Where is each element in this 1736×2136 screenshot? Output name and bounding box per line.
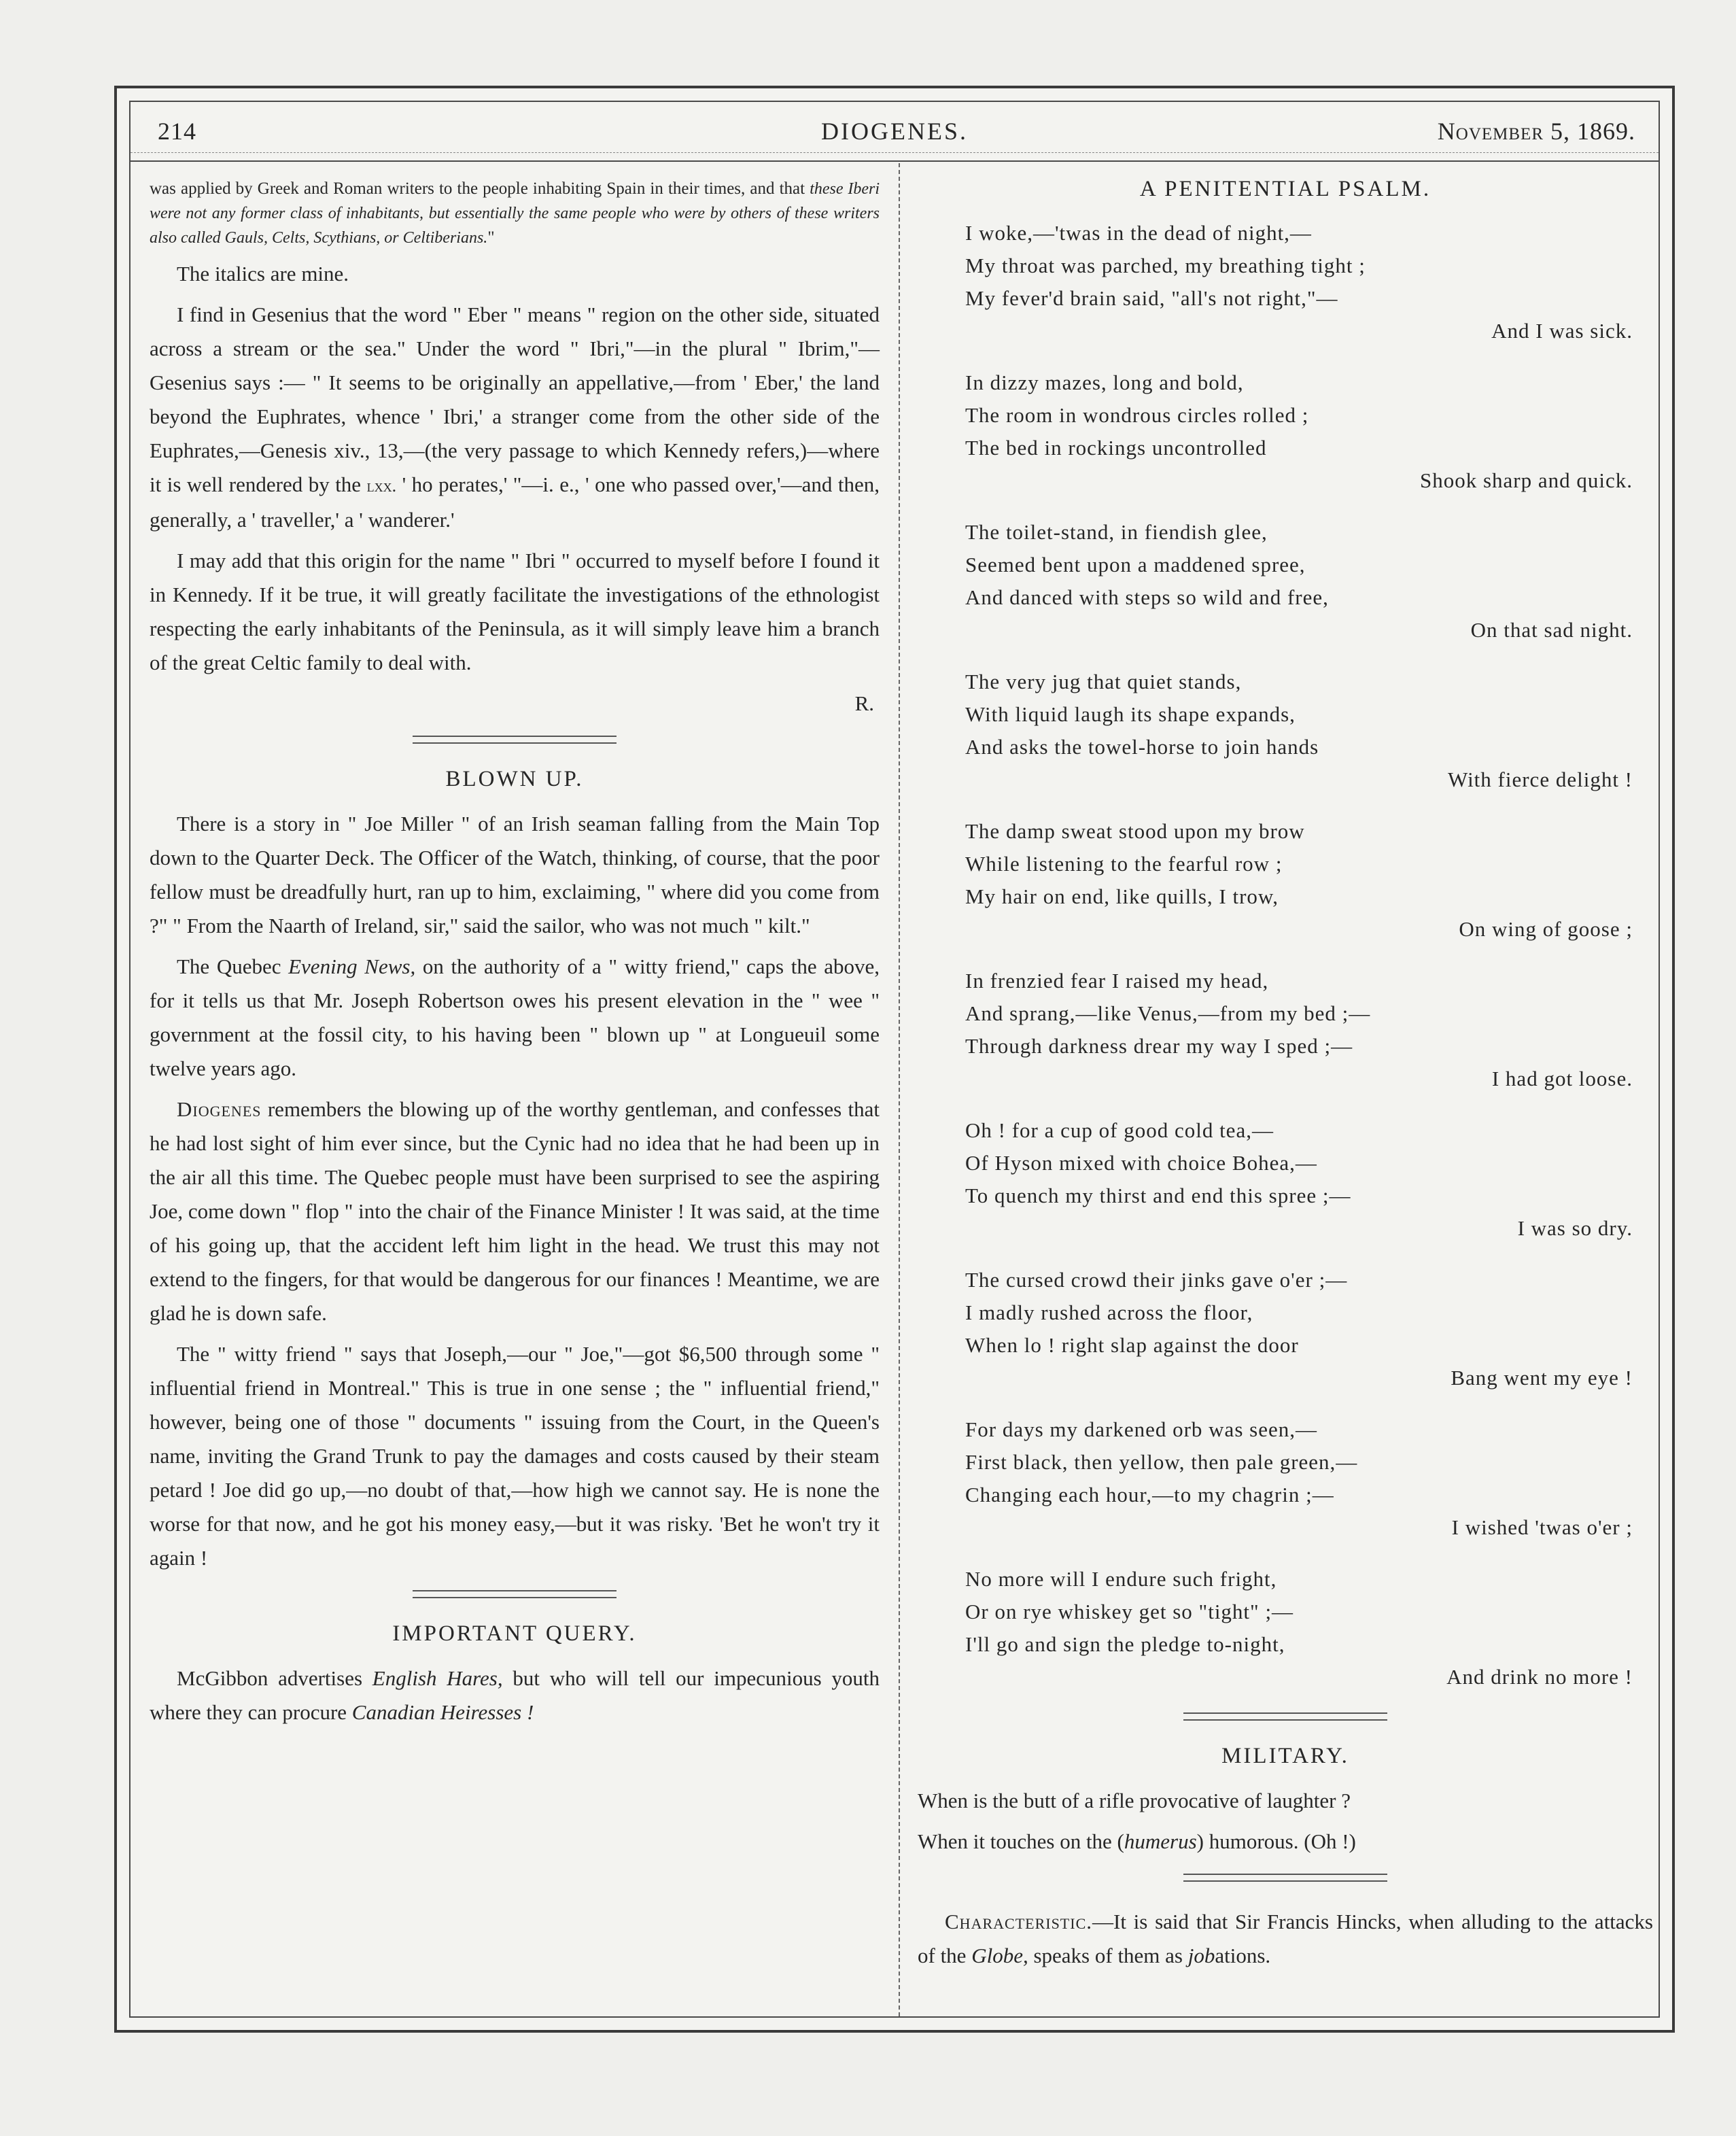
query-paragraph: [150, 1661, 880, 1729]
military-answer-end: ) humorous. (Oh !): [1196, 1829, 1356, 1853]
poem-line: For days my darkened orb was seen,—: [965, 1417, 1317, 1441]
section-separator: [413, 1590, 617, 1598]
masthead: DIOGENES.: [821, 118, 968, 145]
blown-p3-text: remembers the blowing up of the worthy gentleman, and confesses that he had lost sight of him ever since, but the Cynic had no idea that he had been up in the air all this time. The Quebec people must have been surprised to see the aspiring Joe, come down " flop " into the chair of the Finance Minister ! It was said, at the time of his going up, that the accident left him light in the head. We trust this may not extend to the fingers, for that would be dangerous for our finances ! Meantime, we are glad he is down safe.: [150, 1097, 880, 1325]
poem-stanza: [965, 666, 1653, 796]
poem-stanza: [965, 516, 1653, 647]
poem-line: I was so dry.: [1517, 1216, 1633, 1240]
military-question: When is the butt of a rifle provocative of laughter ?: [918, 1789, 1351, 1812]
characteristic-label: Characteristic.: [945, 1910, 1092, 1933]
poem-line: While listening to the fearful row ;: [965, 852, 1283, 876]
poem-line: No more will I endure such fright,: [965, 1567, 1277, 1591]
header-rule: [131, 152, 1659, 153]
poem-line: My fever'd brain said, "all's not right,"—: [965, 286, 1338, 310]
poem-stanza: [965, 965, 1653, 1095]
article-title-military: MILITARY.: [1221, 1744, 1349, 1768]
signature: R.: [854, 691, 874, 715]
canadian-heiresses: Canadian Heiresses !: [351, 1700, 534, 1724]
poem-line: Or on rye whiskey get so "tight" ;—: [965, 1600, 1294, 1623]
blown-p2-text: The Quebec: [177, 954, 281, 978]
quote-text: was applied by Greek and Roman writers to the people inhabiting Spain in their times, and that: [150, 179, 805, 198]
page-header: [131, 102, 1659, 162]
diogenes-name: Diogenes: [177, 1097, 262, 1121]
poem-line: The very jug that quiet stands,: [965, 670, 1242, 693]
gesenius-text-end: ' ho perates,' "—i. e., ' one who passed over,'—and then, generally, a ' traveller,' a ' wanderer.': [150, 472, 880, 532]
poem-line: I madly rushed across the floor,: [965, 1300, 1253, 1324]
poem-stanza: [965, 366, 1653, 497]
blown-paragraph-4: The " witty friend " says that Joseph,—our " Joe,"—got $6,500 through some " influential friend in Montreal." This is true in one sense ; the " influential friend," however, being one of those " documents " issuing from the Court, in the Queen's name, inviting the Grand Trunk to pay the damages and costs caused by their steam petard ! Joe did go up,—no doubt of that,—how high we cannot say. He is none the worse for that now, and he got his money easy,—but it was risky. 'Bet he won't try it again !: [150, 1342, 880, 1570]
left-column: [150, 177, 880, 2010]
english-hares: English Hares,: [372, 1666, 503, 1690]
poem-stanza: [965, 1264, 1653, 1394]
poem-line: Oh ! for a cup of good cold tea,—: [965, 1118, 1274, 1142]
military-answer-text: When it touches on the (: [918, 1829, 1124, 1853]
poem-line: Through darkness drear my way I sped ;—: [965, 1034, 1353, 1058]
poem-line: On wing of goose ;: [1459, 917, 1633, 941]
blown-paragraph-2: [150, 950, 880, 1086]
right-column: [918, 177, 1653, 2010]
poem: [918, 217, 1653, 1693]
characteristic-text-end: ations.: [1215, 1944, 1271, 1967]
poem-line: And I was sick.: [1491, 319, 1633, 343]
issue-date: November 5, 1869.: [1437, 118, 1635, 145]
blown-paragraph-3: [150, 1092, 880, 1330]
poem-line: With liquid laugh its shape expands,: [965, 702, 1296, 726]
poem-line: With fierce delight !: [1448, 768, 1633, 791]
gesenius-text: I find in Gesenius that the word " Eber " means " region on the other side, situated across a stream or the sea." Under the word " Ibri,"—in the plural " Ibrim,"—Gesenius says :— " It seems to be originally an appellative,—from ' Eber,' the land beyond the Euphrates, whence ' Ibri,' a stranger come from the other side of the Euphrates,—Genesis xiv., 13,—(the very passage to which Kennedy refers,)—where it is well rendered by the: [150, 303, 880, 496]
poem-line: Changing each hour,—to my chagrin ;—: [965, 1483, 1334, 1506]
italics-note: The italics are mine.: [177, 262, 349, 286]
origin-paragraph: I may add that this origin for the name " Ibri " occurred to myself before I found it in Kennedy. If it be true, it will greatly facilitate the investigations of the ethnologist respecting the early inhabitants of the Peninsula, as it will simply leave him a branch of the great Celtic family to deal with.: [150, 549, 880, 674]
poem-stanza: [965, 1563, 1653, 1693]
poem-line: The cursed crowd their jinks gave o'er ;—: [965, 1268, 1348, 1292]
poem-line: Shook sharp and quick.: [1419, 468, 1633, 492]
poem-title: A PENITENTIAL PSALM.: [1139, 177, 1431, 201]
lxx-abbrev: lxx.: [366, 476, 397, 496]
poem-line: The toilet-stand, in fiendish glee,: [965, 520, 1268, 544]
poem-line: And danced with steps so wild and free,: [965, 585, 1329, 609]
poem-line: Seemed bent upon a maddened spree,: [965, 553, 1306, 576]
poem-line: Of Hyson mixed with choice Bohea,—: [965, 1151, 1317, 1175]
newspaper-name: Evening News,: [288, 954, 416, 978]
poem-line: In frenzied fear I raised my head,: [965, 969, 1269, 993]
section-separator: [413, 736, 617, 744]
poem-stanza: [965, 815, 1653, 946]
poem-line: And sprang,—like Venus,—from my bed ;—: [965, 1001, 1371, 1025]
poem-stanza: [965, 217, 1653, 347]
blown-paragraph-1: There is a story in " Joe Miller " of an Irish seaman falling from the Main Top down to the Quarter Deck. The Officer of the Watch, thinking, of course, that the poor fellow must be dreadfully hurt, ran up to him, exclaiming, " where did you come from ?" " From the Naarth of Ireland, sir," said the sailor, who was not much " kilt.": [150, 812, 880, 937]
poem-line: I'll go and sign the pledge to-night,: [965, 1632, 1285, 1656]
military-answer: [918, 1825, 1653, 1859]
poem-line: My hair on end, like quills, I trow,: [965, 884, 1279, 908]
article-title-blown-up: BLOWN UP.: [445, 767, 584, 791]
poem-stanza: [965, 1413, 1653, 1544]
poem-line: The damp sweat stood upon my brow: [965, 819, 1305, 843]
quote-paragraph: [150, 177, 880, 250]
poem-line: The bed in rockings uncontrolled: [965, 436, 1267, 460]
page-border: [129, 101, 1660, 2018]
gesenius-paragraph: [150, 298, 880, 537]
section-separator: [1183, 1712, 1387, 1721]
poem-line: On that sad night.: [1470, 618, 1633, 642]
poem-line: And asks the towel-horse to join hands: [965, 735, 1319, 759]
poem-line: The room in wondrous circles rolled ;: [965, 403, 1309, 427]
poem-stanza: [965, 1114, 1653, 1245]
article-title-important-query: IMPORTANT QUERY.: [392, 1621, 637, 1646]
poem-line: And drink no more !: [1446, 1665, 1633, 1689]
poem-line: When lo ! right slap against the door: [965, 1333, 1299, 1357]
quote-italic: these Iberi were not any former class of inhabitants, but essentially the same people who were by others of these writers also called Gauls, Celts, Scythians, or Celtiberians.: [150, 180, 880, 247]
humerus-word: humerus: [1124, 1829, 1197, 1853]
characteristic-text: —It is said that Sir Francis Hincks, when alluding to the attacks of the: [918, 1910, 1653, 1967]
poem-line: To quench my thirst and end this spree ;—: [965, 1184, 1351, 1207]
poem-line: I had got loose.: [1491, 1067, 1633, 1090]
column-divider: [899, 163, 900, 2016]
poem-line: First black, then yellow, then pale green,—: [965, 1450, 1358, 1474]
characteristic-paragraph: [918, 1905, 1653, 1973]
page-number: 214: [158, 118, 196, 145]
section-separator: [1183, 1874, 1387, 1882]
blown-p2-text-end: on the authority of a " witty friend," caps the above, for it tells us that Mr. Joseph Robertson owes his present elevation in the " wee " government at the fossil city, to his having been " blown up " at Longueuil some twelve years ago.: [150, 954, 880, 1080]
poem-line: My throat was parched, my breathing tight ;: [965, 254, 1366, 277]
poem-line: I woke,—'twas in the dead of night,—: [965, 221, 1312, 245]
query-text: McGibbon advertises: [177, 1666, 363, 1690]
query-text-end: but who will tell our impecunious youth where they can procure: [150, 1666, 880, 1724]
quote-end: ": [487, 228, 495, 247]
poem-line: In dizzy mazes, long and bold,: [965, 371, 1244, 394]
characteristic-text-2: speaks of them as: [1033, 1944, 1183, 1967]
poem-line: Bang went my eye !: [1451, 1366, 1633, 1390]
newspaper-page: [114, 86, 1675, 2033]
job-word: job: [1187, 1944, 1215, 1967]
poem-line: I wished 'twas o'er ;: [1451, 1515, 1633, 1539]
globe-name: Globe,: [971, 1944, 1028, 1967]
